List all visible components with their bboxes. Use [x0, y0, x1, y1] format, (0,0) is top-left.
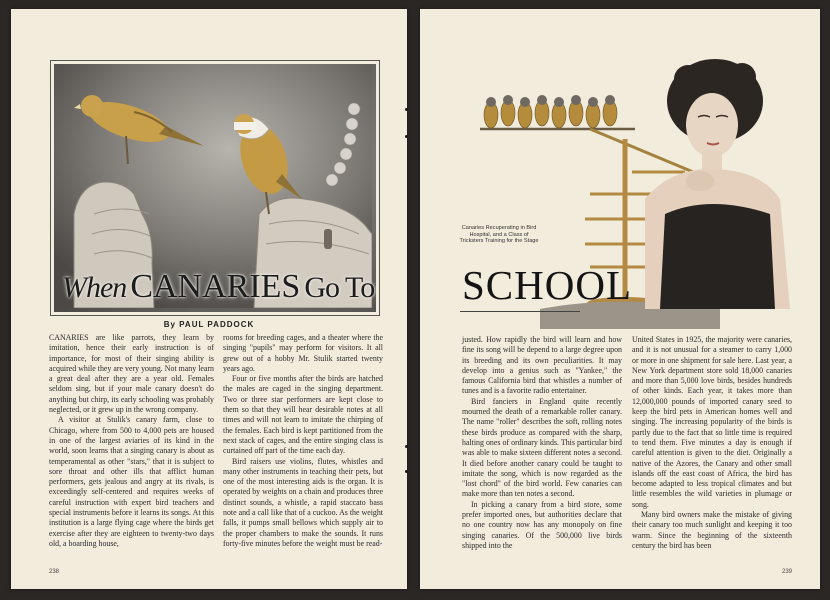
binding-hole — [405, 445, 408, 448]
paragraph: justed. How rapidly the bird will learn and how fine its song will be depend to a large degree upon its breeding and its own peculiarities. It may develop into a genius such as "Yankee," the famous California bird that whistles a number of tunes and is a favorite radio entertainer. — [462, 335, 622, 396]
photo-caption: Canaries Recuperating in Bird Hospital, and a Class of Tricksters Training for the Stage — [459, 225, 539, 244]
title-canaries: CANARIES — [130, 268, 301, 305]
paragraph: CANARIES are like parrots, they learn by imitation, hence their early instruction is of importance, for most of their singing ability is acquired while they are very young. Not many learn a great deal after they are a year old. Females seldom sing, but if your male canary doesn't do anything but chirp, its early schooling was probably neglected, or it grew up in the wrong company. — [49, 333, 214, 415]
paragraph: Bird raisers use violins, flutes, whistles and many other instruments in teaching their pets, but one of the most interesting aids is the organ. It is operated by weights on a chain and produces three distinct sounds, a whistle, a rapid staccato bass note and a call like that of a cuckoo. As the weight falls, it pumps small bellows which supply air to the proper chambers to make the sounds. It runs forty-five minutes before the weight must be read- — [223, 456, 383, 548]
left-page-column-2 — [223, 333, 383, 549]
left-page-column-1 — [49, 333, 214, 549]
right-page — [420, 9, 820, 589]
woman-figure — [645, 59, 790, 309]
byline: By PAUL PADDOCK — [163, 320, 255, 329]
title-when: When — [62, 271, 127, 304]
binding-hole — [405, 135, 408, 138]
left-page — [11, 9, 407, 589]
paragraph: Four or five months after the birds are hatched the males are caged in the singing department. Two or three star performers are kept close to them so that they will hear desirable notes at all times and will not learn to imitate the chirping of the females. Each bird is kept partitioned from the next stack of cages, and the entire singing class is curtained off part of the time each day. — [223, 374, 383, 456]
hands-canaries-photo — [54, 64, 376, 312]
right-page-column-2 — [632, 335, 792, 551]
paragraph: Bird fanciers in England quite recently mourned the death of a remarkable roller canary. The name "roller" describes the soft, rolling notes these birds produce as compared with the sharp, halting ones of ordinary kinds. This particular bird was able to make sixteen different notes a second. It died before another canary could be taught to imitate the song, which is now regarded as the "lost chord" of the bird world. Few canaries can make more than ten notes a second. — [462, 396, 622, 499]
paragraph: rooms for breeding cages, and a theater where the singing "pupils" may perform for visitors. It all grew out of a hobby Mr. Stulik started twenty years ago. — [223, 333, 383, 373]
paragraph: Many bird owners make the mistake of giving their canary too much sunlight and keeping it too warm. Since the beginning of the sixteenth century the bird has been — [632, 510, 792, 550]
title-go-to: Go To — [304, 271, 375, 304]
article-title-right: SCHOOL — [462, 262, 633, 308]
hands-canaries-photo-frame — [50, 60, 380, 316]
paragraph: United States in 1925, the majority were canaries, and it is not unusual for a steamer to carry 1,000 or more in one shipment for sale here. Last year, a New York department store sold 18,000 canaries and more than 5,000 love birds, besides hundreds of other kinds. Each year, it takes more than 12,000,000 pounds of imported canary seed to keep the bird pets in American homes well and singing. The increasing popularity of the birds is partly due to the fact that so little time is required to tend them. Five minutes a day is enough if careful attention is given to the diet. Originally a native of the Azores, the Canary and other small islands off the east coast of Africa, the bird has become adapted to less tropical climates and but little resembles the wild varieties in plumage or song. — [632, 335, 792, 509]
page-number-left: 238 — [49, 569, 60, 575]
paragraph: In picking a canary from a bird store, some prefer imported ones, but authorities declare that no one country now has any monopoly on fine singing canaries. Of the 500,000 live birds shipped into the — [462, 499, 622, 550]
binding-hole — [405, 108, 408, 111]
page-number-right: 239 — [781, 569, 792, 575]
right-page-column-1 — [462, 335, 622, 551]
paragraph: A visitor at Stulik's canary farm, close to Chicago, where from 500 to 4,000 pets are housed in one of the largest aviaries of its kind in the world, soon learns that a singing canary is about as temperamental as other "stars," that it is subject to sore throat and other ills that afflict human performers, gets jealous and angry at its rivals, is exceedingly self-centered and requires weeks of careful instruction with expert bird teachers and special instruments before it learns its songs. At this institution is a large flying cage where the birds get exercise after they are eighteen to twenty-two days old, a boarding house, — [49, 415, 214, 548]
title-underline — [460, 311, 580, 312]
article-title-left — [62, 268, 375, 306]
binding-hole — [405, 470, 408, 473]
